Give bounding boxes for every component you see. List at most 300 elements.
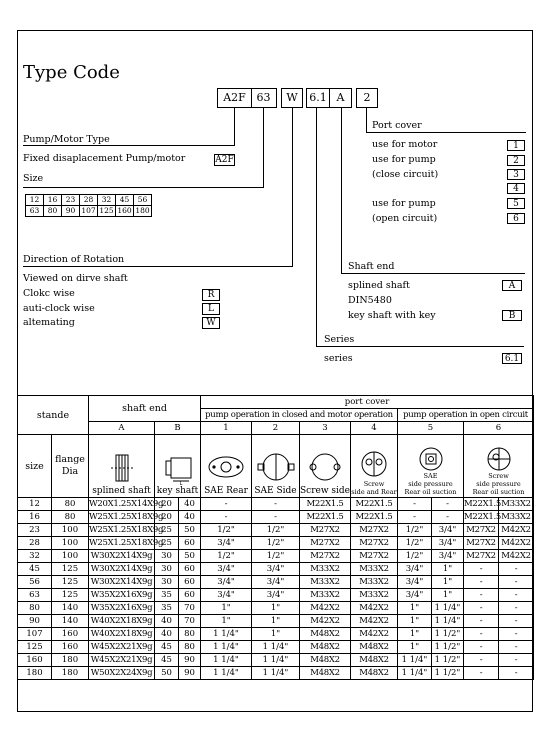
- table-cell-c6b: M42X2: [499, 524, 534, 537]
- table-cell-spline: W35X2X16X9g: [89, 602, 155, 615]
- table-row: [18, 524, 534, 537]
- table-cell-k2: 90: [179, 667, 201, 680]
- table-cell-c3: M33X2: [300, 576, 351, 589]
- table-cell-c4: M27X2: [351, 537, 398, 550]
- table-cell-c3: M48X2: [300, 667, 351, 680]
- table-cell-k2: 80: [179, 641, 201, 654]
- table-row: [18, 641, 534, 654]
- table-cell-c5a: 1": [398, 615, 432, 628]
- sae-pressure-header: [398, 435, 464, 498]
- table-cell-c6a: -: [464, 615, 499, 628]
- series-label: series: [324, 353, 353, 364]
- code-part-rotation: W: [281, 88, 303, 108]
- table-row: [18, 511, 534, 524]
- table-cell-size: 23: [18, 524, 52, 537]
- table-cell-size: 28: [18, 537, 52, 550]
- shaft-item-label: key shaft with key: [348, 310, 436, 321]
- table-cell-c4: M33X2: [351, 576, 398, 589]
- port-item-label: use for pump: [372, 154, 436, 165]
- table-row: [18, 589, 534, 602]
- table-cell-k2: 60: [179, 589, 201, 602]
- table-cell-c5a: 1 1/4": [398, 654, 432, 667]
- table-cell-c5a: 1/2": [398, 537, 432, 550]
- port-cover-header: port cover: [201, 396, 534, 409]
- size-cell: 160: [115, 206, 133, 217]
- series-code: 6.1: [502, 353, 522, 364]
- screw-pressure-port-icon: [479, 446, 519, 472]
- port-item-code: 5: [507, 198, 525, 209]
- table-cell-c2: 1/2": [252, 550, 300, 563]
- series-heading: Series: [324, 334, 355, 345]
- table-cell-k1: 40: [155, 615, 179, 628]
- flange-dia-text: flange Dia: [55, 454, 85, 477]
- key-shaft-header: [155, 435, 201, 498]
- table-cell-c6a: -: [464, 563, 499, 576]
- table-cell-c1: 1 1/4": [201, 654, 252, 667]
- size-cell: 28: [79, 194, 97, 206]
- shaft-end-header: shaft end: [89, 396, 201, 422]
- table-cell-c2: 1/2": [252, 537, 300, 550]
- table-cell-c1: 1/2": [201, 550, 252, 563]
- port-item-label: (open circuit): [372, 213, 438, 224]
- table-cell-flange: 140: [52, 615, 89, 628]
- table-cell-k1: 45: [155, 654, 179, 667]
- table-cell-k2: 60: [179, 576, 201, 589]
- table-cell-k1: 25: [155, 537, 179, 550]
- table-cell-c6b: -: [499, 641, 534, 654]
- shaft-item-label: splined shaft: [348, 280, 410, 291]
- table-cell-flange: 80: [52, 511, 89, 524]
- table-cell-c4: M42X2: [351, 628, 398, 641]
- table-cell-c6a: -: [464, 576, 499, 589]
- size-cell: 23: [61, 194, 79, 206]
- sae-side-text: SAE Side: [254, 486, 297, 496]
- table-cell-c5b: 1": [432, 563, 464, 576]
- table-cell-k2: 80: [179, 628, 201, 641]
- table-cell-spline: W30X2X14X9g: [89, 563, 155, 576]
- table-cell-k2: 70: [179, 615, 201, 628]
- table-cell-flange: 125: [52, 563, 89, 576]
- table-row: [18, 667, 534, 680]
- size-cell: 107: [79, 206, 97, 217]
- screw-side-text: Screw side: [300, 486, 350, 496]
- table-cell-k2: 40: [179, 511, 201, 524]
- table-cell-spline: W25X1.25X18X9g: [89, 538, 164, 548]
- col-number: 6: [464, 422, 534, 435]
- table-cell-k1: 30: [155, 550, 179, 563]
- table-cell-size: 80: [18, 602, 52, 615]
- col-number: 3: [300, 422, 351, 435]
- table-cell-k1: 45: [155, 641, 179, 654]
- table-cell-size: 63: [18, 589, 52, 602]
- sae-press-line3: Rear oil suction: [404, 488, 457, 496]
- table-cell-c1: 1": [201, 615, 252, 628]
- table-cell-k1: 20: [155, 498, 179, 511]
- fixed-code-box: A2F: [215, 155, 234, 165]
- table-cell-c2: 1": [252, 602, 300, 615]
- screw-text: Screw: [363, 480, 385, 488]
- table-cell-c1: 1": [201, 602, 252, 615]
- port-item-label: use for motor: [372, 139, 438, 150]
- code-part-type: A2F: [217, 88, 252, 108]
- table-cell-k1: 35: [155, 602, 179, 615]
- col-letter: B: [155, 422, 201, 435]
- table-cell-c2: 1": [252, 615, 300, 628]
- table-cell-c5b: 1": [432, 576, 464, 589]
- port-item-label: use for pump: [372, 198, 436, 209]
- port-item-code: 3: [507, 169, 525, 180]
- sae-press-line2: side pressure: [408, 480, 453, 488]
- code-part-shaft: A: [330, 88, 352, 108]
- sae-rear-header: [201, 435, 252, 498]
- table-cell-c5a: 3/4": [398, 589, 432, 602]
- table-row: [18, 602, 534, 615]
- table-cell-c4: M33X2: [351, 589, 398, 602]
- size-label: Size: [23, 173, 44, 184]
- fixed-displacement-label: Fixed disaplacement Pump/motor: [23, 153, 186, 164]
- open-operation-header: pump operation in open circuit: [398, 409, 534, 422]
- table-cell-size: 56: [18, 576, 52, 589]
- table-cell-c5a: 1": [398, 641, 432, 654]
- stande-header: stande: [18, 396, 89, 435]
- table-cell-c6b: -: [499, 563, 534, 576]
- port-item-code: 4: [507, 183, 525, 194]
- page-title: Type Code: [23, 62, 120, 83]
- table-cell-size: 90: [18, 615, 52, 628]
- table-cell-c4: M48X2: [351, 641, 398, 654]
- shaft-profile-icon: [107, 452, 137, 486]
- size-cell: 45: [115, 194, 133, 206]
- rotation-ccw-code: L: [202, 303, 220, 315]
- size-cell: 90: [61, 206, 79, 217]
- table-cell-flange: 180: [52, 654, 89, 667]
- table-cell-c5b: 3/4": [432, 550, 464, 563]
- splined-shaft-header: [89, 435, 155, 498]
- svg-text:L: L: [179, 481, 182, 487]
- screw-side-port-icon: [305, 452, 345, 486]
- rotation-alt-label: altemating: [23, 317, 75, 328]
- table-cell-flange: 100: [52, 550, 89, 563]
- table-cell-c4: M33X2: [351, 563, 398, 576]
- screw-press-line3: Rear oil suction: [472, 488, 525, 496]
- col-number: 5: [398, 422, 464, 435]
- table-cell-c4: M48X2: [351, 654, 398, 667]
- table-cell-c5b: 3/4": [432, 524, 464, 537]
- size-cell: 125: [97, 206, 115, 217]
- table-cell-c3: M48X2: [300, 628, 351, 641]
- table-cell-c3: M48X2: [300, 641, 351, 654]
- size-cell: 80: [43, 206, 61, 217]
- table-cell-flange: 125: [52, 589, 89, 602]
- table-cell-c1: 1/2": [201, 524, 252, 537]
- screw-side-header: [300, 435, 351, 498]
- table-cell-c6b: -: [499, 602, 534, 615]
- table-cell-c5a: -: [398, 498, 432, 511]
- shaft-end-label: Shaft end: [348, 261, 395, 272]
- screw-side-rear-port-icon: [354, 450, 394, 480]
- table-cell-c1: 3/4": [201, 563, 252, 576]
- table-cell-k2: 50: [179, 550, 201, 563]
- table-cell-flange: 140: [52, 602, 89, 615]
- table-cell-c6a: M27X2: [464, 524, 499, 537]
- table-cell-c3: M33X2: [300, 589, 351, 602]
- table-cell-c5b: 1 1/2": [432, 628, 464, 641]
- table-cell-k2: 90: [179, 654, 201, 667]
- rotation-ccw-label: auti-clock wise: [23, 303, 95, 314]
- code-part-port: 2: [356, 88, 378, 108]
- table-cell-c5b: 1 1/2": [432, 667, 464, 680]
- table-cell-c3: M27X2: [300, 524, 351, 537]
- table-cell-c6a: -: [464, 589, 499, 602]
- table-cell-c5b: 1 1/4": [432, 602, 464, 615]
- table-cell-c1: -: [201, 511, 252, 524]
- table-cell-c5a: 3/4": [398, 563, 432, 576]
- table-cell-c1: 3/4": [201, 576, 252, 589]
- sae-rear-text: SAE Rear: [204, 486, 248, 496]
- rotation-cw-code: R: [202, 289, 220, 301]
- table-cell-c6b: -: [499, 615, 534, 628]
- shaft-text: shaft: [175, 486, 199, 496]
- port-cover-label: Port cover: [372, 120, 422, 131]
- sae-pressure-port-icon: [411, 446, 451, 472]
- table-cell-c6b: -: [499, 628, 534, 641]
- spec-table-body: [18, 498, 534, 680]
- key-text: key: [156, 486, 173, 496]
- shaft-profile-icon: [158, 452, 198, 486]
- table-cell-c6b: M42X2: [499, 537, 534, 550]
- table-cell-c3: M33X2: [300, 563, 351, 576]
- table-cell-c2: 3/4": [252, 563, 300, 576]
- table-row: [18, 576, 534, 589]
- table-cell-k1: 35: [155, 589, 179, 602]
- table-cell-k2: 50: [179, 524, 201, 537]
- table-row: [18, 654, 534, 667]
- sae-side-header: [252, 435, 300, 498]
- table-cell-k1: 25: [155, 524, 179, 537]
- table-cell-c2: 3/4": [252, 576, 300, 589]
- table-cell-k2: 60: [179, 563, 201, 576]
- port-item-code: 2: [507, 155, 525, 166]
- table-cell-c1: 1 1/4": [201, 628, 252, 641]
- splined-shaft-text: splined shaft: [92, 486, 151, 496]
- closed-operation-header: pump operation in closed and motor operation: [201, 409, 398, 422]
- table-cell-c2: 1 1/4": [252, 667, 300, 680]
- table-cell-c6b: -: [499, 589, 534, 602]
- table-cell-c2: 1": [252, 628, 300, 641]
- table-cell-c1: 3/4": [201, 537, 252, 550]
- table-cell-c6b: M33X2: [499, 511, 534, 524]
- table-cell-c5b: -: [432, 511, 464, 524]
- table-cell-c1: 1 1/4": [201, 641, 252, 654]
- table-cell-c6a: M22X1.5: [464, 512, 501, 522]
- table-row: [18, 498, 534, 511]
- rotation-cw-label: Clokc wise: [23, 288, 75, 299]
- table-cell-c6a: -: [464, 628, 499, 641]
- table-cell-c2: 1 1/4": [252, 654, 300, 667]
- table-cell-flange: 80: [52, 498, 89, 511]
- table-row: [18, 615, 534, 628]
- table-cell-spline: W25X1.25X18X9g: [89, 512, 164, 522]
- port-item-code: 6: [507, 213, 525, 224]
- table-row: [18, 628, 534, 641]
- port-item-code: 1: [507, 140, 525, 151]
- table-cell-spline: W40X2X18X9g: [89, 628, 155, 641]
- size-grid: [25, 194, 152, 217]
- table-cell-flange: 160: [52, 628, 89, 641]
- table-cell-c1: 1 1/4": [201, 667, 252, 680]
- table-cell-c3: M27X2: [300, 537, 351, 550]
- table-cell-flange: 100: [52, 537, 89, 550]
- table-cell-c2: 3/4": [252, 589, 300, 602]
- table-cell-c4: M48X2: [351, 667, 398, 680]
- screw-press-line1: Screw: [488, 472, 509, 480]
- table-cell-c2: -: [252, 511, 300, 524]
- screw-press-line2: side pressure: [476, 480, 521, 488]
- table-cell-c6b: -: [499, 576, 534, 589]
- spec-table: [17, 395, 534, 680]
- table-cell-c4: M42X2: [351, 615, 398, 628]
- table-cell-c6a: M27X2: [464, 550, 499, 563]
- table-cell-c4: M22X1.5: [351, 511, 398, 524]
- table-cell-size: 180: [18, 667, 52, 680]
- table-row: [18, 550, 534, 563]
- table-cell-flange: 100: [52, 524, 89, 537]
- table-cell-c5a: 1": [398, 602, 432, 615]
- shaft-item-code: B: [502, 310, 522, 321]
- table-cell-spline: W45X2X21X9g: [89, 654, 155, 667]
- code-part-series: 6.1: [306, 88, 330, 108]
- code-part-size: 63: [251, 88, 277, 108]
- table-cell-c5a: -: [398, 511, 432, 524]
- table-cell-c2: -: [252, 498, 300, 511]
- table-cell-c5b: 1": [432, 589, 464, 602]
- col-letter: A: [89, 422, 155, 435]
- shaft-item-code: A: [502, 280, 522, 291]
- table-cell-size: 32: [18, 550, 52, 563]
- table-cell-c5b: 1 1/2": [432, 654, 464, 667]
- table-cell-c3: M27X2: [300, 550, 351, 563]
- table-cell-c6a: -: [464, 667, 499, 680]
- table-cell-c5b: 3/4": [432, 537, 464, 550]
- table-cell-c6b: -: [499, 654, 534, 667]
- table-cell-spline: W30X2X14X9g: [89, 550, 155, 563]
- table-cell-k1: 40: [155, 628, 179, 641]
- table-cell-c6b: -: [499, 667, 534, 680]
- table-cell-spline: W50X2X24X9g: [89, 667, 155, 680]
- size-cell: 16: [43, 194, 61, 206]
- table-cell-c5b: 1 1/2": [432, 641, 464, 654]
- size-cell: 180: [133, 206, 152, 217]
- table-cell-c5a: 1 1/4": [398, 667, 432, 680]
- table-cell-c5a: 3/4": [398, 576, 432, 589]
- table-cell-c6b: M33X2: [499, 498, 534, 511]
- col-number: 1: [201, 422, 252, 435]
- pump-motor-type-label: Pump/Motor Type: [23, 134, 110, 145]
- port-item-label: (close circuit): [372, 169, 439, 180]
- table-cell-size: 16: [18, 511, 52, 524]
- table-cell-c6b: M42X2: [499, 550, 534, 563]
- screw-side-rear-header: [351, 435, 398, 498]
- table-cell-c3: M48X2: [300, 654, 351, 667]
- table-cell-c1: -: [201, 498, 252, 511]
- table-cell-size: 125: [18, 641, 52, 654]
- size-cell: 12: [25, 194, 43, 206]
- direction-label: Direction of Rotation: [23, 254, 125, 265]
- table-cell-c3: M42X2: [300, 602, 351, 615]
- shaft-item-label: DIN5480: [348, 295, 392, 306]
- table-cell-c4: M27X2: [351, 550, 398, 563]
- screw-pressure-header: [464, 435, 534, 498]
- table-cell-c6a: -: [464, 654, 499, 667]
- table-cell-spline: W25X1.25X18X9g: [89, 525, 164, 535]
- table-cell-k1: 20: [155, 511, 179, 524]
- size-cell: 63: [25, 206, 43, 217]
- size-cell: 56: [133, 194, 152, 206]
- table-cell-c3: M42X2: [300, 615, 351, 628]
- table-cell-spline: W35X2X16X9g: [89, 589, 155, 602]
- table-cell-flange: 160: [52, 641, 89, 654]
- table-cell-k2: 40: [179, 498, 201, 511]
- table-cell-spline: W45X2X21X9g: [89, 641, 155, 654]
- table-cell-c6a: M22X1.5: [464, 499, 501, 509]
- table-cell-c4: M27X2: [351, 524, 398, 537]
- table-cell-flange: 180: [52, 667, 89, 680]
- size-cell: 32: [97, 194, 115, 206]
- viewed-label: Viewed on dirve shaft: [23, 273, 128, 284]
- table-cell-size: 160: [18, 654, 52, 667]
- table-cell-c5a: 1/2": [398, 550, 432, 563]
- rotation-alt-code: W: [202, 317, 220, 329]
- table-cell-k1: 30: [155, 576, 179, 589]
- table-cell-c4: M22X1.5: [351, 498, 398, 511]
- table-cell-c3: M22X1.5: [300, 511, 351, 524]
- table-cell-spline: W20X1.25X14X9g: [89, 499, 164, 509]
- table-cell-c6a: M27X2: [464, 537, 499, 550]
- table-cell-c6a: -: [464, 602, 499, 615]
- sae-press-line1: SAE: [423, 472, 438, 480]
- sae-side-flange-icon: [256, 452, 296, 486]
- table-cell-k2: 70: [179, 602, 201, 615]
- flange-dia-header: [52, 435, 89, 498]
- table-cell-c5a: 1/2": [398, 524, 432, 537]
- table-cell-size: 45: [18, 563, 52, 576]
- table-row: [18, 537, 534, 550]
- table-cell-c5a: 1": [398, 628, 432, 641]
- table-cell-flange: 125: [52, 576, 89, 589]
- table-cell-c2: 1 1/4": [252, 641, 300, 654]
- table-cell-k2: 60: [179, 537, 201, 550]
- col-number: 4: [351, 422, 398, 435]
- table-cell-c2: 1/2": [252, 524, 300, 537]
- table-cell-c3: M22X1.5: [300, 498, 351, 511]
- table-cell-c5b: -: [432, 498, 464, 511]
- col-number: 2: [252, 422, 300, 435]
- table-cell-spline: W40X2X18X9g: [89, 615, 155, 628]
- side-rear-text: side and Rear: [351, 488, 397, 496]
- size-header: size: [18, 435, 52, 498]
- table-cell-c5b: 1 1/4": [432, 615, 464, 628]
- table-cell-size: 107: [18, 628, 52, 641]
- table-cell-k1: 30: [155, 563, 179, 576]
- table-cell-c6a: -: [464, 641, 499, 654]
- sae-rear-flange-icon: [206, 452, 246, 486]
- table-cell-c4: M42X2: [351, 602, 398, 615]
- table-cell-c1: 3/4": [201, 589, 252, 602]
- table-cell-spline: W30X2X14X9g: [89, 576, 155, 589]
- table-cell-size: 12: [18, 498, 52, 511]
- table-cell-k1: 50: [155, 667, 179, 680]
- table-row: [18, 563, 534, 576]
